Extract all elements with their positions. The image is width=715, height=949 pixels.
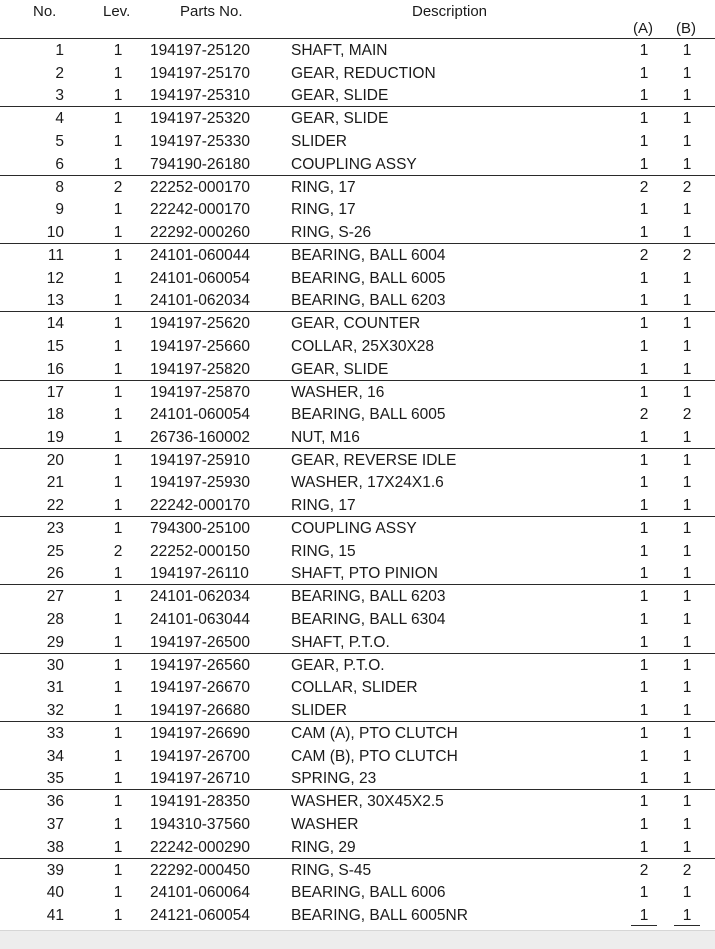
cell-level: 1	[113, 315, 123, 333]
cell-level: 1	[113, 747, 123, 765]
cell-description: COLLAR, 25X30X28	[291, 337, 435, 355]
cell-item-number: 20	[46, 451, 64, 469]
cell-level: 1	[113, 725, 123, 742]
cell-item-number: 36	[46, 793, 64, 811]
table-row	[0, 244, 715, 267]
cell-level: 1	[113, 110, 123, 128]
table-row	[0, 449, 715, 472]
cell-qty-a: 1	[639, 656, 649, 674]
table-row	[0, 471, 715, 494]
cell-item-number: 28	[46, 611, 64, 629]
cell-qty-a: 1	[639, 770, 649, 788]
cell-level: 1	[113, 565, 123, 583]
cell-level: 1	[113, 428, 123, 446]
table-row	[0, 198, 715, 221]
cell-description: SHAFT, P.T.O.	[291, 633, 390, 651]
cell-part-number: 194197-25320	[150, 110, 250, 128]
cell-qty-b: 1	[682, 565, 692, 583]
cell-qty-a: 1	[639, 223, 649, 241]
cell-part-number: 194197-25910	[150, 451, 250, 469]
row-group	[0, 175, 715, 244]
cell-item-number: 3	[55, 87, 64, 105]
qty-underline	[674, 925, 700, 926]
cell-part-number: 194197-26710	[150, 770, 250, 788]
cell-description: BEARING, BALL 6304	[291, 611, 446, 629]
cell-qty-b: 2	[682, 861, 692, 879]
cell-qty-b: 1	[682, 64, 692, 82]
table-row	[0, 722, 715, 745]
cell-qty-b: 1	[682, 633, 692, 651]
table-row	[0, 859, 715, 882]
cell-qty-b: 1	[682, 542, 692, 560]
table-row	[0, 312, 715, 335]
cell-part-number: 194191-28350	[150, 793, 250, 811]
table-row	[0, 358, 715, 381]
cell-level: 1	[113, 679, 123, 697]
cell-description: RING, S-45	[291, 861, 372, 879]
cell-level: 1	[113, 884, 123, 902]
cell-qty-b: 1	[682, 383, 692, 401]
cell-qty-b: 2	[682, 178, 692, 196]
table-row	[0, 790, 715, 813]
cell-qty-b: 1	[682, 725, 692, 742]
cell-part-number: 22252-000150	[150, 542, 250, 560]
cell-level: 1	[113, 383, 123, 401]
cell-item-number: 19	[46, 428, 64, 446]
table-row	[0, 517, 715, 540]
cell-qty-a: 1	[639, 565, 649, 583]
table-row	[0, 289, 715, 312]
cell-qty-a: 1	[639, 360, 649, 378]
cell-description: RING, 17	[291, 178, 356, 196]
table-row	[0, 585, 715, 608]
cell-qty-a: 1	[639, 815, 649, 833]
cell-part-number: 22252-000170	[150, 178, 250, 196]
cell-qty-a: 1	[639, 611, 649, 629]
row-group	[0, 516, 715, 585]
cell-description: NUT, M16	[291, 428, 360, 446]
cell-part-number: 194310-37560	[150, 815, 250, 833]
cell-part-number: 24101-060054	[150, 269, 250, 287]
cell-level: 1	[113, 793, 123, 811]
table-row	[0, 176, 715, 199]
cell-level: 2	[113, 542, 123, 560]
header-col-b: (B)	[676, 20, 696, 37]
cell-qty-b: 1	[682, 223, 692, 241]
row-group	[0, 653, 715, 722]
cell-item-number: 38	[46, 838, 64, 856]
cell-qty-a: 1	[639, 520, 649, 538]
cell-item-number: 18	[46, 406, 64, 424]
cell-part-number: 22242-000170	[150, 497, 250, 515]
cell-qty-a: 1	[639, 702, 649, 720]
cell-description: BEARING, BALL 6004	[291, 246, 446, 264]
row-group	[0, 380, 715, 449]
cell-description: RING, S-26	[291, 223, 372, 241]
cell-qty-b: 1	[682, 656, 692, 674]
cell-item-number: 30	[46, 656, 64, 674]
row-group	[0, 789, 715, 858]
cell-qty-b: 1	[682, 497, 692, 515]
header-parts-no: Parts No.	[180, 3, 243, 20]
cell-level: 1	[113, 87, 123, 105]
cell-level: 1	[113, 838, 123, 856]
cell-part-number: 22242-000290	[150, 838, 250, 856]
cell-description: RING, 15	[291, 542, 356, 560]
cell-part-number: 24121-060054	[150, 906, 250, 924]
table-row	[0, 62, 715, 85]
cell-part-number: 24101-062034	[150, 588, 250, 606]
cell-qty-a: 1	[639, 132, 649, 150]
table-row	[0, 84, 715, 107]
cell-item-number: 13	[46, 292, 64, 310]
cell-qty-a: 1	[639, 269, 649, 287]
table-row	[0, 335, 715, 358]
cell-item-number: 14	[46, 315, 64, 333]
cell-part-number: 194197-26560	[150, 656, 250, 674]
table-row	[0, 267, 715, 290]
cell-part-number: 194197-26500	[150, 633, 250, 651]
row-group	[0, 721, 715, 790]
cell-qty-a: 1	[639, 428, 649, 446]
cell-level: 1	[113, 360, 123, 378]
cell-description: WASHER, 17X24X1.6	[291, 474, 444, 492]
cell-qty-a: 1	[639, 633, 649, 651]
cell-part-number: 24101-062034	[150, 292, 250, 310]
cell-level: 1	[113, 292, 123, 310]
cell-description: SHAFT, PTO PINION	[291, 565, 438, 583]
cell-item-number: 35	[46, 770, 64, 788]
cell-qty-a: 1	[639, 906, 649, 924]
cell-part-number: 194197-25820	[150, 360, 250, 378]
cell-description: BEARING, BALL 6203	[291, 588, 446, 606]
row-group	[0, 243, 715, 312]
cell-qty-a: 1	[639, 747, 649, 765]
cell-level: 1	[113, 702, 123, 720]
cell-qty-a: 1	[639, 337, 649, 355]
cell-level: 1	[113, 861, 123, 879]
cell-item-number: 9	[55, 201, 64, 219]
cell-qty-a: 1	[639, 542, 649, 560]
cell-description: WASHER, 30X45X2.5	[291, 793, 444, 811]
cell-qty-a: 1	[639, 838, 649, 856]
cell-part-number: 24101-060044	[150, 246, 250, 264]
cell-level: 1	[113, 474, 123, 492]
table-row	[0, 676, 715, 699]
header-description: Description	[412, 3, 488, 20]
cell-part-number: 194197-25620	[150, 315, 250, 333]
table-row	[0, 813, 715, 836]
cell-qty-b: 1	[682, 360, 692, 378]
cell-qty-b: 1	[682, 815, 692, 833]
cell-item-number: 6	[55, 155, 64, 173]
cell-qty-a: 1	[639, 725, 649, 742]
cell-level: 1	[113, 155, 123, 173]
cell-qty-b: 1	[682, 520, 692, 538]
cell-part-number: 194197-25330	[150, 132, 250, 150]
cell-item-number: 1	[55, 42, 64, 59]
cell-qty-a: 2	[639, 406, 649, 424]
cell-qty-b: 1	[682, 42, 692, 59]
cell-part-number: 794190-26180	[150, 155, 250, 173]
cell-description: RING, 29	[291, 838, 356, 856]
cell-qty-a: 2	[639, 178, 649, 196]
header-col-a: (A)	[633, 20, 653, 37]
cell-item-number: 8	[55, 178, 64, 196]
cell-qty-b: 1	[682, 702, 692, 720]
cell-item-number: 4	[55, 110, 64, 128]
cell-part-number: 24101-063044	[150, 611, 250, 629]
row-group	[0, 106, 715, 175]
cell-level: 1	[113, 611, 123, 629]
cell-description: WASHER	[291, 815, 359, 833]
cell-qty-b: 1	[682, 337, 692, 355]
cell-qty-b: 1	[682, 201, 692, 219]
cell-qty-b: 1	[682, 588, 692, 606]
table-row	[0, 904, 715, 927]
cell-description: BEARING, BALL 6005	[291, 269, 446, 287]
cell-qty-b: 1	[682, 793, 692, 811]
cell-qty-a: 1	[639, 155, 649, 173]
table-row	[0, 631, 715, 654]
cell-item-number: 10	[46, 223, 64, 241]
cell-level: 1	[113, 201, 123, 219]
cell-item-number: 26	[46, 565, 64, 583]
cell-description: BEARING, BALL 6005NR	[291, 906, 468, 924]
cell-part-number: 24101-060054	[150, 406, 250, 424]
cell-description: SLIDER	[291, 132, 347, 150]
cell-qty-b: 1	[682, 884, 692, 902]
cell-description: CAM (A), PTO CLUTCH	[291, 725, 458, 742]
cell-item-number: 33	[46, 725, 64, 742]
cell-part-number: 194197-25170	[150, 64, 250, 82]
cell-qty-a: 1	[639, 42, 649, 59]
cell-item-number: 32	[46, 702, 64, 720]
cell-qty-a: 1	[639, 201, 649, 219]
cell-item-number: 15	[46, 337, 64, 355]
cell-part-number: 26736-160002	[150, 428, 250, 446]
cell-part-number: 194197-25930	[150, 474, 250, 492]
cell-description: GEAR, SLIDE	[291, 87, 389, 105]
cell-level: 1	[113, 223, 123, 241]
cell-qty-a: 1	[639, 474, 649, 492]
cell-item-number: 41	[46, 906, 64, 924]
cell-qty-a: 1	[639, 292, 649, 310]
cell-qty-a: 2	[639, 861, 649, 879]
cell-qty-b: 1	[682, 110, 692, 128]
cell-description: COLLAR, SLIDER	[291, 679, 418, 697]
cell-level: 1	[113, 906, 123, 924]
cell-description: BEARING, BALL 6203	[291, 292, 446, 310]
cell-level: 1	[113, 64, 123, 82]
cell-qty-b: 1	[682, 679, 692, 697]
cell-item-number: 22	[46, 497, 64, 515]
cell-part-number: 194197-25870	[150, 383, 250, 401]
cell-description: SHAFT, MAIN	[291, 42, 388, 59]
table-row	[0, 107, 715, 130]
cell-item-number: 11	[47, 246, 64, 264]
row-group	[0, 858, 715, 927]
cell-part-number: 194197-26110	[150, 565, 249, 583]
cell-item-number: 31	[46, 679, 64, 697]
cell-item-number: 17	[46, 383, 64, 401]
cell-part-number: 194197-26700	[150, 747, 250, 765]
cell-level: 1	[113, 269, 123, 287]
cell-part-number: 22292-000260	[150, 223, 250, 241]
cell-item-number: 23	[46, 520, 64, 538]
table-row	[0, 494, 715, 517]
cell-item-number: 29	[46, 633, 64, 651]
cell-qty-b: 1	[682, 428, 692, 446]
table-row	[0, 381, 715, 404]
cell-qty-a: 1	[639, 588, 649, 606]
cell-qty-b: 1	[682, 770, 692, 788]
cell-level: 1	[113, 337, 123, 355]
cell-level: 1	[113, 132, 123, 150]
table-row	[0, 562, 715, 585]
cell-qty-a: 1	[639, 87, 649, 105]
cell-item-number: 2	[55, 64, 64, 82]
table-row	[0, 836, 715, 859]
bottom-strip	[0, 930, 715, 949]
table-row	[0, 39, 715, 62]
table-row	[0, 221, 715, 244]
table-row	[0, 403, 715, 426]
cell-part-number: 194197-25660	[150, 337, 250, 355]
cell-part-number: 194197-26690	[150, 725, 250, 742]
table-row	[0, 608, 715, 631]
cell-qty-a: 1	[639, 315, 649, 333]
cell-qty-b: 1	[682, 269, 692, 287]
table-row	[0, 745, 715, 768]
cell-part-number: 24101-060064	[150, 884, 250, 902]
cell-level: 1	[113, 770, 123, 788]
cell-description: COUPLING ASSY	[291, 155, 417, 173]
cell-qty-b: 1	[682, 451, 692, 469]
cell-item-number: 21	[46, 474, 64, 492]
row-group	[0, 448, 715, 517]
qty-underline	[631, 925, 657, 926]
cell-qty-b: 2	[682, 246, 692, 264]
cell-description: GEAR, SLIDE	[291, 110, 389, 128]
cell-qty-a: 1	[639, 884, 649, 902]
cell-qty-a: 1	[639, 110, 649, 128]
cell-level: 1	[113, 633, 123, 651]
cell-description: COUPLING ASSY	[291, 520, 417, 538]
cell-part-number: 22242-000170	[150, 201, 250, 219]
cell-item-number: 37	[46, 815, 64, 833]
cell-qty-b: 1	[682, 838, 692, 856]
cell-part-number: 194197-25310	[150, 87, 250, 105]
cell-description: GEAR, COUNTER	[291, 315, 421, 333]
cell-part-number: 194197-26670	[150, 679, 250, 697]
cell-qty-b: 1	[682, 906, 692, 924]
table-row	[0, 130, 715, 153]
cell-level: 2	[113, 178, 123, 196]
cell-part-number: 194197-26680	[150, 702, 250, 720]
cell-qty-a: 1	[639, 451, 649, 469]
cell-description: WASHER, 16	[291, 383, 385, 401]
row-group	[0, 311, 715, 380]
cell-level: 1	[113, 42, 123, 59]
cell-qty-b: 1	[682, 155, 692, 173]
cell-level: 1	[113, 815, 123, 833]
cell-qty-b: 1	[682, 474, 692, 492]
table-row	[0, 426, 715, 449]
cell-part-number: 22292-000450	[150, 861, 250, 879]
cell-description: RING, 17	[291, 497, 356, 515]
table-row	[0, 654, 715, 677]
cell-level: 1	[113, 451, 123, 469]
cell-part-number: 194197-25120	[150, 42, 250, 59]
cell-description: RING, 17	[291, 201, 356, 219]
table-row	[0, 881, 715, 904]
cell-qty-b: 2	[682, 406, 692, 424]
cell-description: BEARING, BALL 6005	[291, 406, 446, 424]
table-row	[0, 699, 715, 722]
cell-qty-a: 1	[639, 383, 649, 401]
cell-item-number: 5	[55, 132, 64, 150]
cell-item-number: 16	[46, 360, 64, 378]
cell-description: CAM (B), PTO CLUTCH	[291, 747, 458, 765]
cell-description: SPRING, 23	[291, 770, 377, 788]
cell-level: 1	[113, 497, 123, 515]
cell-qty-b: 1	[682, 292, 692, 310]
cell-qty-b: 1	[682, 87, 692, 105]
cell-description: GEAR, SLIDE	[291, 360, 389, 378]
cell-qty-a: 1	[639, 679, 649, 697]
cell-item-number: 39	[46, 861, 64, 879]
table-row	[0, 153, 715, 176]
cell-item-number: 40	[46, 884, 64, 902]
cell-level: 1	[113, 246, 123, 264]
cell-qty-a: 1	[639, 64, 649, 82]
cell-item-number: 25	[46, 542, 64, 560]
cell-qty-a: 1	[639, 497, 649, 515]
cell-qty-b: 1	[682, 611, 692, 629]
cell-level: 1	[113, 588, 123, 606]
cell-item-number: 12	[46, 269, 64, 287]
cell-item-number: 34	[46, 747, 64, 765]
cell-level: 1	[113, 406, 123, 424]
cell-qty-b: 1	[682, 747, 692, 765]
row-group	[0, 38, 715, 107]
cell-description: GEAR, REVERSE IDLE	[291, 451, 457, 469]
cell-part-number: 794300-25100	[150, 520, 250, 538]
cell-description: SLIDER	[291, 702, 347, 720]
cell-description: BEARING, BALL 6006	[291, 884, 446, 902]
cell-level: 1	[113, 520, 123, 538]
cell-level: 1	[113, 656, 123, 674]
cell-item-number: 27	[46, 588, 64, 606]
cell-qty-a: 2	[639, 246, 649, 264]
table-row	[0, 767, 715, 790]
header-lev: Lev.	[103, 3, 131, 20]
row-group	[0, 584, 715, 653]
table-row	[0, 540, 715, 563]
header-no: No.	[33, 3, 57, 20]
cell-qty-b: 1	[682, 132, 692, 150]
cell-description: GEAR, REDUCTION	[291, 64, 436, 82]
cell-qty-b: 1	[682, 315, 692, 333]
cell-description: GEAR, P.T.O.	[291, 656, 385, 674]
cell-qty-a: 1	[639, 793, 649, 811]
